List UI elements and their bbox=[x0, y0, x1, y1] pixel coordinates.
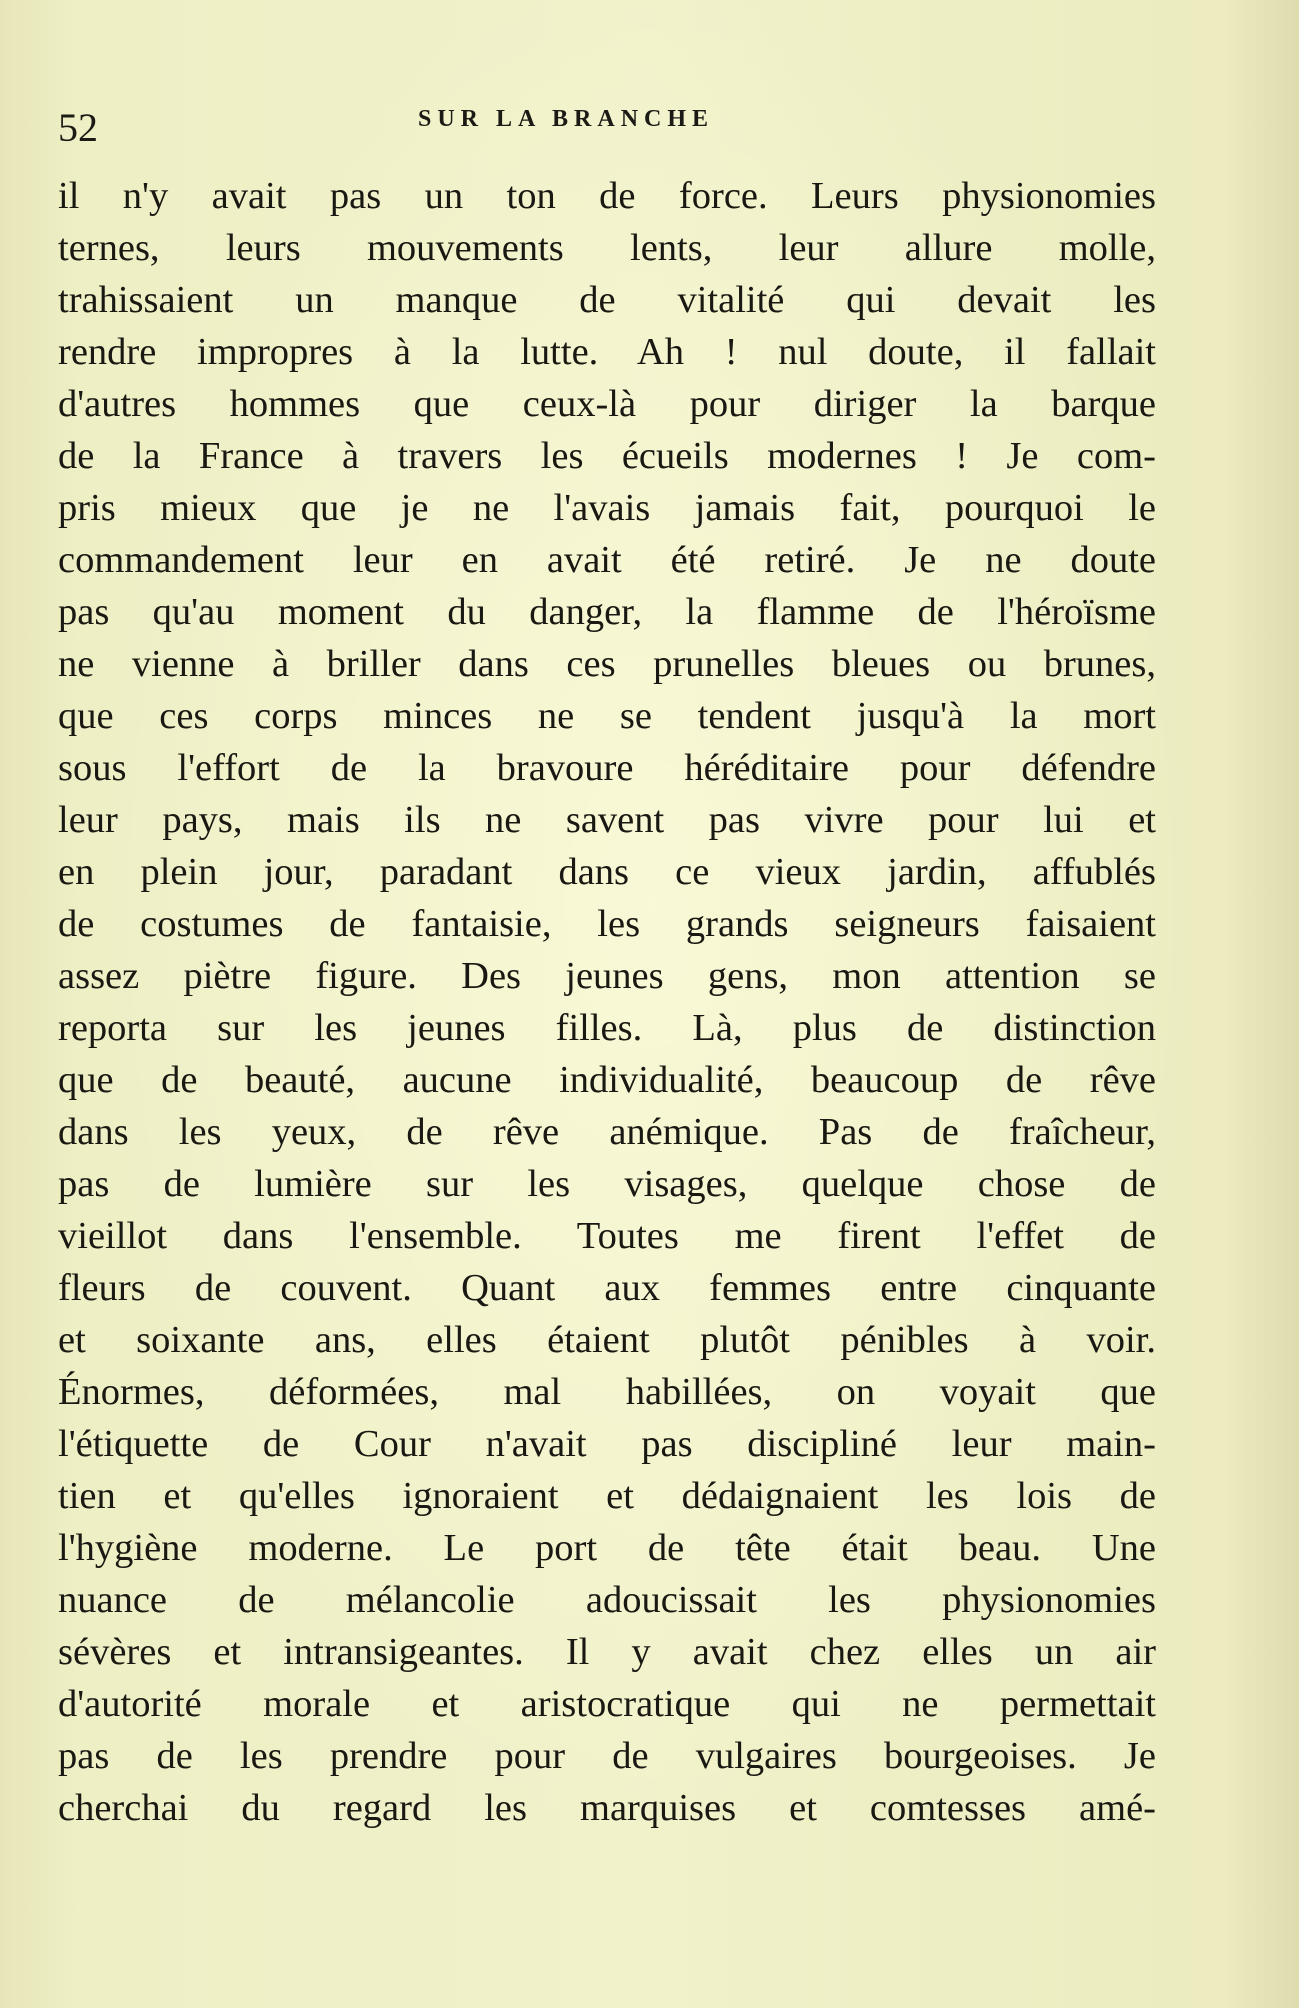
text-line: l'étiquette de Cour n'avait pas discipliné leur main- bbox=[58, 1423, 1156, 1465]
text-line: en plein jour, paradant dans ce vieux jardin, affublés bbox=[58, 851, 1156, 893]
text-line: de la France à travers les écueils modernes ! Je com- bbox=[58, 435, 1156, 477]
running-title: SUR LA BRANCHE bbox=[418, 106, 715, 132]
page-number: 52 bbox=[58, 105, 98, 150]
text-line: trahissaient un manque de vitalité qui devait les bbox=[58, 279, 1156, 321]
text-line: dans les yeux, de rêve anémique. Pas de fraîcheur, bbox=[58, 1111, 1156, 1153]
text-line: ternes, leurs mouvements lents, leur allure molle, bbox=[58, 227, 1156, 269]
text-line: reporta sur les jeunes filles. Là, plus de distinction bbox=[58, 1007, 1156, 1049]
text-line: Énormes, déformées, mal habillées, on voyait que bbox=[58, 1371, 1156, 1413]
text-line: commandement leur en avait été retiré. Je ne doute bbox=[58, 539, 1156, 581]
body-text bbox=[58, 170, 1156, 1834]
text-line: pas qu'au moment du danger, la flamme de l'héroïsme bbox=[58, 591, 1156, 633]
text-line: de costumes de fantaisie, les grands seigneurs faisaient bbox=[58, 903, 1156, 945]
text-line: pas de les prendre pour de vulgaires bourgeoises. Je bbox=[58, 1735, 1156, 1777]
text-line: assez piètre figure. Des jeunes gens, mon attention se bbox=[58, 955, 1156, 997]
text-line: leur pays, mais ils ne savent pas vivre pour lui et bbox=[58, 799, 1156, 841]
text-line: que ces corps minces ne se tendent jusqu'à la mort bbox=[58, 695, 1156, 737]
text-line: d'autorité morale et aristocratique qui ne permettait bbox=[58, 1683, 1156, 1725]
text-line: pris mieux que je ne l'avais jamais fait, pourquoi le bbox=[58, 487, 1156, 529]
text-line: que de beauté, aucune individualité, beaucoup de rêve bbox=[58, 1059, 1156, 1101]
text-line: sous l'effort de la bravoure héréditaire pour défendre bbox=[58, 747, 1156, 789]
text-line: cherchai du regard les marquises et comtesses amé- bbox=[58, 1787, 1156, 1829]
text-line: d'autres hommes que ceux-là pour diriger la barque bbox=[58, 383, 1156, 425]
text-line: tien et qu'elles ignoraient et dédaignaient les lois de bbox=[58, 1475, 1156, 1517]
text-line: nuance de mélancolie adoucissait les physionomies bbox=[58, 1579, 1156, 1621]
text-line: fleurs de couvent. Quant aux femmes entre cinquante bbox=[58, 1267, 1156, 1309]
text-line: l'hygiène moderne. Le port de tête était beau. Une bbox=[58, 1527, 1156, 1569]
page-header bbox=[58, 100, 1158, 160]
text-line: rendre impropres à la lutte. Ah ! nul doute, il fallait bbox=[58, 331, 1156, 373]
text-line: il n'y avait pas un ton de force. Leurs physionomies bbox=[58, 175, 1156, 217]
text-line: sévères et intransigeantes. Il y avait chez elles un air bbox=[58, 1631, 1156, 1673]
text-line: pas de lumière sur les visages, quelque chose de bbox=[58, 1163, 1156, 1205]
text-line: ne vienne à briller dans ces prunelles bleues ou brunes, bbox=[58, 643, 1156, 685]
text-line: vieillot dans l'ensemble. Toutes me firent l'effet de bbox=[58, 1215, 1156, 1257]
text-line: et soixante ans, elles étaient plutôt pénibles à voir. bbox=[58, 1319, 1156, 1361]
